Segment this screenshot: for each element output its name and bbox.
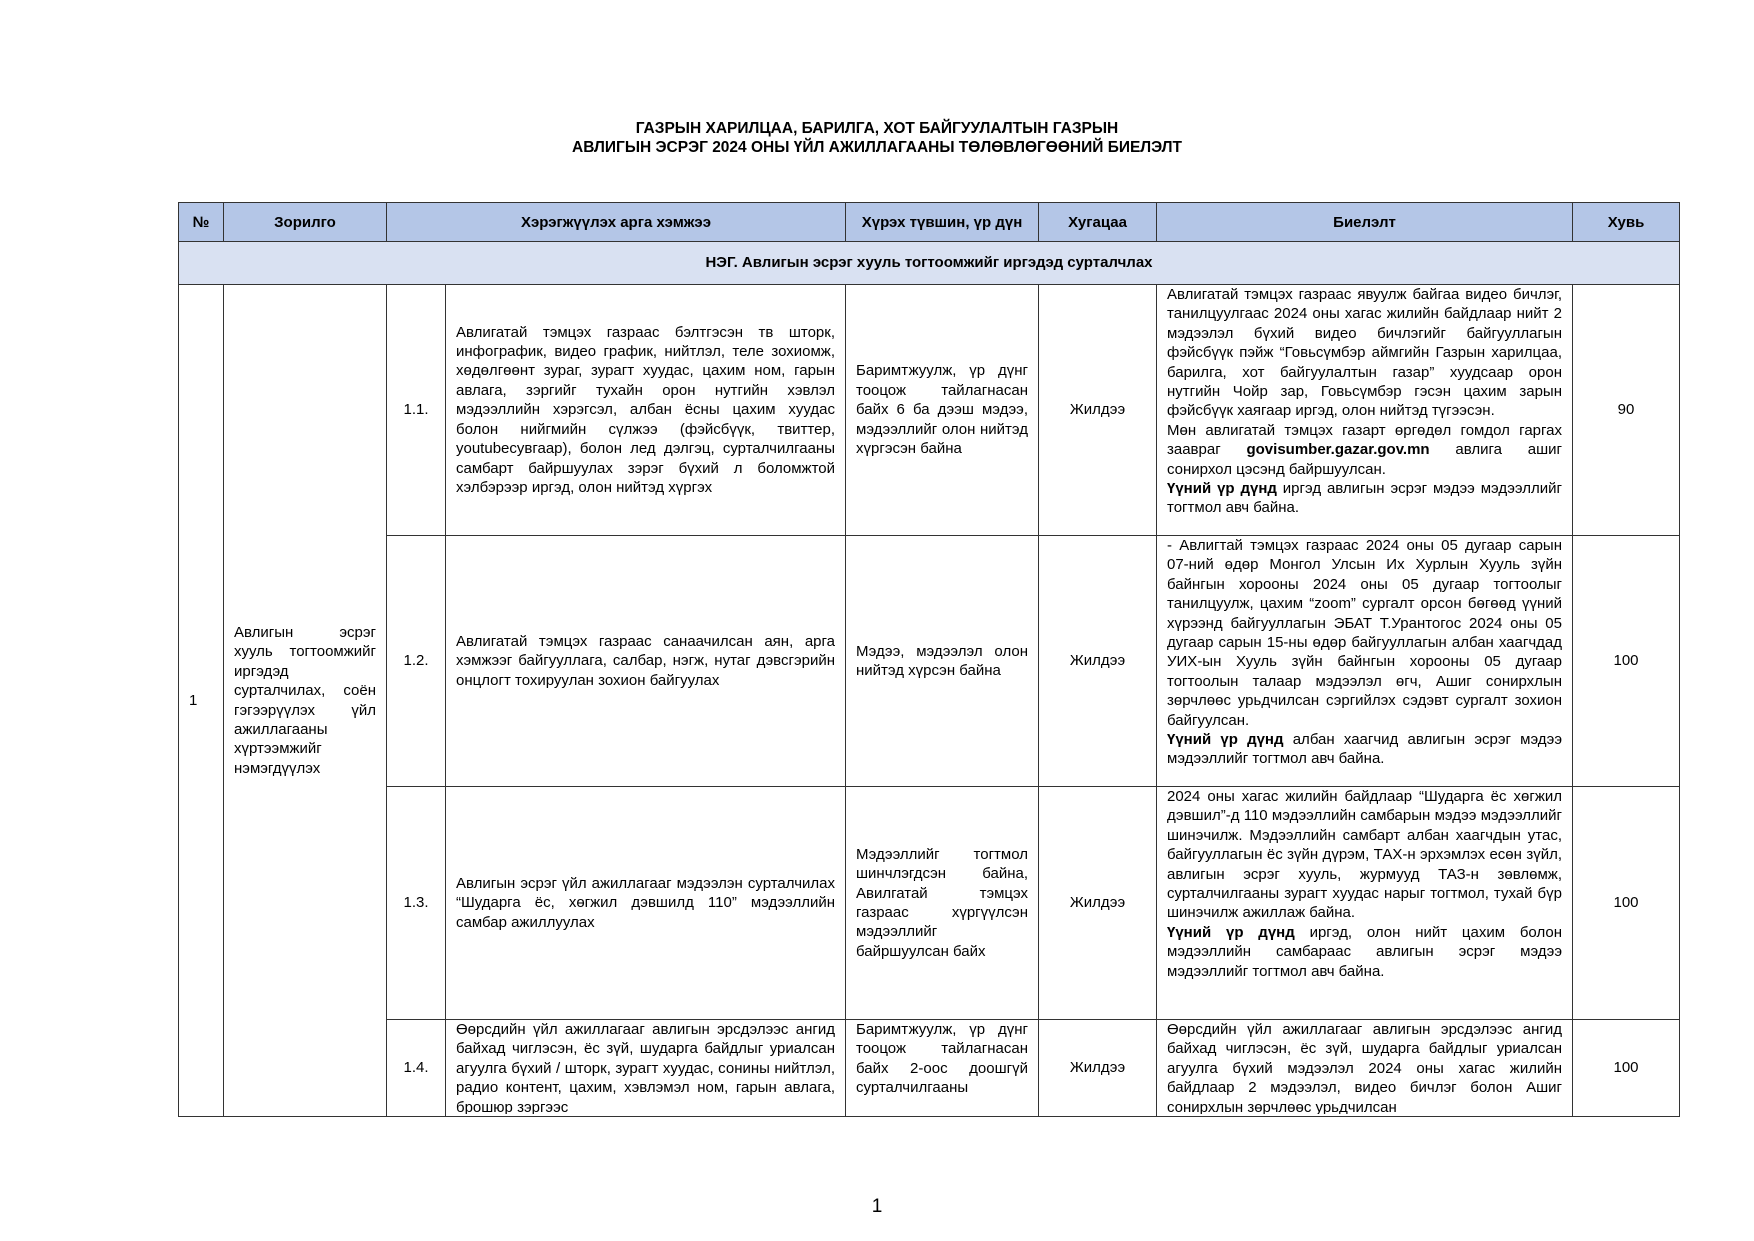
result-paragraph: 2024 оны хагас жилийн байдлаар “Шударга ёс хөгжил дэвшил”-д 110 мэдээллийн самбарын мэдээ мэдээллийг шинэчилж. Мэдээллийн самбарт албан хаагчдын утас, байгууллагын ёс зүйн дүрэм, ТАХ-н эрхэмлэх есөн зүйл, авлигын эсрэг хууль, журмууд ТАЗ-н зөвлөмж, сурталчилгааны зурагт хуудас нарыг тогтмол, тухай бүр шинэчилж ажиллаж байна. <box>1167 788 1562 922</box>
outcome-label: Үүний үр дүнд <box>1167 480 1277 498</box>
row-result <box>1157 285 1573 536</box>
row-result <box>1157 536 1573 787</box>
row-deadline: Жилдээ <box>1039 536 1157 787</box>
page-number: 1 <box>871 1196 883 1217</box>
website-link[interactable]: govisumber.gazar.gov.mn <box>1246 441 1430 459</box>
row-percent: 100 <box>1573 536 1680 787</box>
row-target: Мэдээ, мэдээлэл олон нийтэд хүрсэн байна <box>846 536 1039 787</box>
row-target <box>846 1020 1039 1117</box>
header-no: № <box>179 203 224 242</box>
row-deadline: Жилдээ <box>1039 1020 1157 1117</box>
row-percent: 100 <box>1573 787 1680 1020</box>
row-result <box>1157 1020 1573 1117</box>
row-action: Авлигатай тэмцэх газраас бэлтгэсэн тв шторк, инфографик, видео график, нийтлэл, теле зохиомж, хөдөлгөөнт зураг, зурагт хуудас, цахим ном, гарын авлага, зэргийг тухайн орон нутгийн хэвлэл мэдээллийн хэрэгсэл, албан ёсны цахим хуудас болон нийгмийн сүлжээ (фэйсбүүк, твиттер, youtubeсувгаар), болон лед дэлгэц, сурталчилгааны самбарт байршуулах зэрэг бүхий л боломжтой хэлбэрээр иргэд, олон нийтэд хүргэх <box>446 285 846 536</box>
title-line-2: АВЛИГЫН ЭСРЭГ 2024 ОНЫ ҮЙЛ АЖИЛЛАГААНЫ ТӨЛӨВЛӨГӨӨНИЙ БИЕЛЭЛТ <box>572 139 1182 156</box>
result-paragraph-2: Мөн авлигатай тэмцэх газарт өргөдөл гомдол гаргах заавраг govisumber.gazar.gov.mn авлига ашиг сонирхол цэсэнд байршуулсан. <box>1167 421 1562 478</box>
row-number: 1.3. <box>387 787 446 1020</box>
header-deadline: Хугацаа <box>1039 203 1157 242</box>
result-paragraph: - Авлигтай тэмцэх газраас 2024 оны 05 дугаар сарын 07-ний өдөр Монгол Улсын Их Хурлын Хууль зүйн байнгын хорооны 2024 оны 05 дугаар тогтоолыг танилцуулж, цахим “zoom” сургалт орсон бөгөөд үүний хүрээнд байгууллагын ЭБАТ Т.Урантогос 2024 оны 05 дугаар сарын 15-ны өдөр байгууллагын албан хаагчдад УИХ-ын Хууль зүйн байнгын хорооны 05 дугаар тогтоолын талаар мэдээлэл өгч, Ашиг сонирхлын зөрчлөөс урьдчилсан сэргийлэх сэдэвт сургалт зохион байгуулсан. <box>1167 537 1562 729</box>
table-row <box>179 787 1680 1020</box>
header-result: Биелэлт <box>1157 203 1573 242</box>
row-target: Баримтжуулж, үр дүнг тооцож тайлагнасан байх 6 ба дээш мэдээ, мэдээллийг олон нийтэд хүргэсэн байна <box>846 285 1039 536</box>
row-action: Авлигатай тэмцэх газраас санаачилсан аян, арга хэмжээг байгууллага, салбар, нэгж, нутаг дэвсгэрийн онцлогт тохируулан зохион байгуулах <box>446 536 846 787</box>
table-row <box>179 285 1680 536</box>
title-line-1: ГАЗРЫН ХАРИЛЦАА, БАРИЛГА, ХОТ БАЙГУУЛАЛТЫН ГАЗРЫН <box>635 120 1119 137</box>
result-outcome: Үүний үр дүнд албан хаагчид авлигын эсрэг мэдээ мэдээллийг тогтмол авч байна. <box>1167 731 1562 768</box>
table-header-row <box>179 203 1680 242</box>
row-result <box>1157 787 1573 1020</box>
header-goal: Зорилго <box>224 203 387 242</box>
row-percent: 100 <box>1573 1020 1680 1117</box>
result-paragraph: Өөрсдийн үйл ажиллагааг авлигын эрсдэлээс ангид байхад чиглэсэн, ёс зүй, шударга байдлыг уриалсан агуулга бүхий мэдээлэл 2024 оны хагас жилийн байдлаар 2 мэдээлэл, видео бичлэг болон Ашиг сонирхлын зөрчлөөс урьдчилсан <box>1167 1021 1562 1114</box>
outcome-label: Үүний үр дүнд <box>1167 923 1295 941</box>
row-number: 1.2. <box>387 536 446 787</box>
group-number: 1 <box>179 285 224 1117</box>
result-outcome: Үүний үр дүнд иргэд, олон нийт цахим болон мэдээллийн самбараас авлигын эсрэг мэдээ мэдээллийг тогтмол авч байна. <box>1167 923 1562 980</box>
table-row <box>179 1020 1680 1117</box>
row-action-text: Өөрсдийн үйл ажиллагааг авлигын эрсдэлээс ангид байхад чиглэсэн, ёс зүй, шударга байдлыг уриалсан агуулга бүхий / шторк, зурагт хуудас, сонины нийтлэл, радио контент, цахим, хэвлэмэл ном, гарын авлага, брошюр зэргээс <box>456 1021 835 1114</box>
row-action: Авлигын эсрэг үйл ажиллагааг мэдээлэн сурталчилах “Шударга ёс, хөгжил дэвшилд 110” мэдээллийн самбар ажиллуулах <box>446 787 846 1020</box>
row-number: 1.1. <box>387 285 446 536</box>
header-action: Хэрэгжүүлэх арга хэмжээ <box>387 203 846 242</box>
group-goal: Авлигын эсрэг хууль тогтоомжийг иргэдэд сурталчилах, соён гэгээрүүлэх үйл ажиллагааны хүртээмжийг нэмэгдүүлэх <box>224 285 387 1117</box>
section-row <box>179 242 1680 285</box>
row-percent: 90 <box>1573 285 1680 536</box>
row-deadline: Жилдээ <box>1039 285 1157 536</box>
header-target: Хүрэх түвшин, үр дүн <box>846 203 1039 242</box>
row-number: 1.4. <box>387 1020 446 1117</box>
row-target: Мэдээллийг тогтмол шинчлэгдсэн байна, Авилгатай тэмцэх газраас хүргүүлсэн мэдээллийг байршуулсан байх <box>846 787 1039 1020</box>
result-outcome: Үүний үр дүнд иргэд авлигын эсрэг мэдээ мэдээллийг тогтмол авч байна. <box>1167 480 1562 517</box>
document-title <box>0 119 1754 157</box>
row-target-text: Баримтжуулж, үр дүнг тооцож тайлагнасан байх 2-оос доошгүй сурталчилгааны <box>856 1021 1028 1097</box>
row-deadline: Жилдээ <box>1039 787 1157 1020</box>
outcome-label: Үүний үр дүнд <box>1167 731 1284 749</box>
plan-table <box>178 202 1680 1117</box>
header-percent: Хувь <box>1573 203 1680 242</box>
result-paragraph: Авлигатай тэмцэх газраас явуулж байгаа видео бичлэг, танилцуулгаас 2024 оны хагас жилийн байдлаар нийт 2 мэдээлэл бүхий видео бичлэгийг байгууллагын фэйсбүүк пэйж “Говьсүмбэр аймгийн Газрын харилцаа, барилга, хот байгуулалтын газар” хуудсаар орон нутгийн Чойр зар, Говьсүмбэр гэсэн цахим зарын фэйсбүүк хаягаар иргэд, олон нийтэд түгээсэн. <box>1167 286 1562 420</box>
row-action <box>446 1020 846 1117</box>
table-row <box>179 536 1680 787</box>
section-title: НЭГ. Авлигын эсрэг хууль тогтоомжийг иргэдэд сурталчлах <box>179 242 1680 285</box>
